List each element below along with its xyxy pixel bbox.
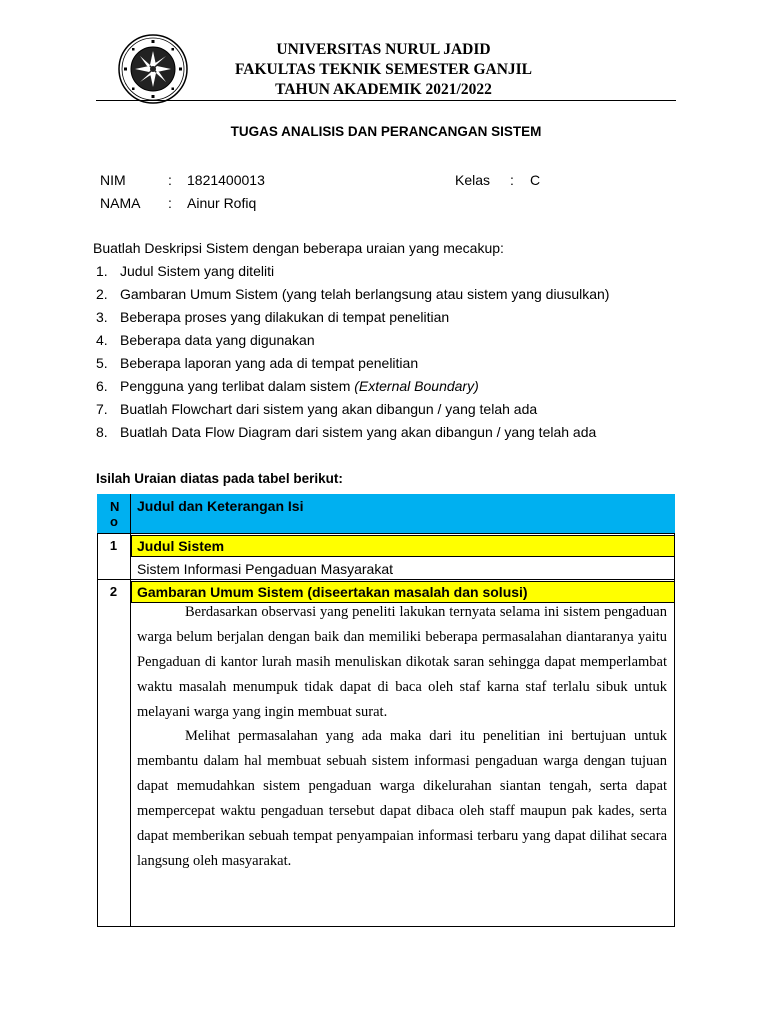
academic-year: TAHUN AKADEMIK 2021/2022 xyxy=(275,81,492,98)
list-text: Buatlah Flowchart dari sistem yang akan dibangun / yang telah ada xyxy=(120,401,538,417)
row1-heading: Judul Sistem xyxy=(137,538,225,554)
list-text: Buatlah Data Flow Diagram dari sistem yang akan dibangun / yang telah ada xyxy=(120,424,597,440)
list-number: 8. xyxy=(96,424,108,440)
row-number: 2 xyxy=(109,584,118,599)
list-number: 3. xyxy=(96,309,108,325)
list-text-italic: (External Boundary) xyxy=(354,378,479,394)
row1-heading-cell xyxy=(131,535,675,557)
list-text-main: Pengguna yang terlibat dalam sistem xyxy=(120,378,355,394)
list-number: 5. xyxy=(96,355,108,371)
nim-label: NIM xyxy=(100,172,126,188)
header-title-text: Judul dan Keterangan Isi xyxy=(137,498,304,514)
table-header-title xyxy=(131,494,675,534)
faculty-name: FAKULTAS TEKNIK SEMESTER GANJIL xyxy=(234,61,533,78)
nim-colon: : xyxy=(168,172,172,188)
row-divider xyxy=(97,579,675,580)
university-name: UNIVERSITAS NURUL JADID xyxy=(276,41,491,58)
letterhead xyxy=(196,40,571,100)
list-text: Beberapa proses yang dilakukan di tempat penelitian xyxy=(120,309,450,325)
university-seal-logo xyxy=(118,34,188,104)
nama-colon: : xyxy=(168,195,172,211)
row-number: 1 xyxy=(109,538,118,553)
list-text xyxy=(120,377,479,395)
list-number: 1. xyxy=(96,263,108,279)
row2-paragraph-2: Melihat permasalahan yang ada maka dari itu penelitian ini bertujuan untuk membantu dalam hal membuat sebuah sistem informasi pengaduan warga dengan tujuan dapat memudahkan sistem pengaduan warga dikelurahan siantan tengah, serta dapat mempercepat waktu pengaduan tersebut dapat dibaca oleh staff maupun pak kades, serta dapat memberikan sebuah tempat penyampaian informasi terbaru yang dapat dilihat secara langsung oleh masyarakat. xyxy=(137,728,667,869)
list-number: 7. xyxy=(96,401,108,417)
list-number: 4. xyxy=(96,332,108,348)
nama-value: Ainur Rofiq xyxy=(187,195,257,211)
kelas-colon: : xyxy=(510,172,514,188)
row2-paragraph-1: Berdasarkan observasi yang peneliti lakukan ternyata selama ini sistem pengaduan warga belum berjalan dengan baik dan memiliki beberapa permasalahan diantaranya yaitu Pengaduan di kantor lurah masih menuliskan dikotak saran sehingga dapat memperlambat waktu masalah menumpuk tidak dapat di baca oleh staf karna staf terlalu sibuk untuk melayani warga yang ingin membuat surat. xyxy=(137,604,667,720)
list-text: Beberapa data yang digunakan xyxy=(120,332,315,348)
header-no-o: o xyxy=(110,514,118,529)
kelas-value: C xyxy=(530,172,541,188)
instruction-text: Buatlah Deskripsi Sistem dengan beberapa uraian yang mecakup: xyxy=(93,240,504,256)
kelas-label: Kelas xyxy=(455,172,491,188)
table-column-divider xyxy=(130,494,131,927)
table-header-no xyxy=(97,494,130,534)
row2-heading: Gambaran Umum Sistem (diseertakan masalah dan solusi) xyxy=(137,584,528,600)
list-text: Judul Sistem yang diteliti xyxy=(120,263,275,279)
row1-content: Sistem Informasi Pengaduan Masyarakat xyxy=(137,561,394,577)
list-number: 6. xyxy=(96,378,108,394)
list-text: Beberapa laporan yang ada di tempat penelitian xyxy=(120,355,419,371)
table-title: Isilah Uraian diatas pada tabel berikut: xyxy=(96,471,343,486)
nim-value: 1821400013 xyxy=(187,172,265,188)
document-title: TUGAS ANALISIS DAN PERANCANGAN SISTEM xyxy=(230,124,542,139)
nama-label: NAMA xyxy=(100,195,141,211)
header-divider xyxy=(96,100,676,101)
list-text: Gambaran Umum Sistem (yang telah berlangsung atau sistem yang diusulkan) xyxy=(120,286,610,302)
header-no-n: N xyxy=(110,499,120,514)
list-number: 2. xyxy=(96,286,108,302)
